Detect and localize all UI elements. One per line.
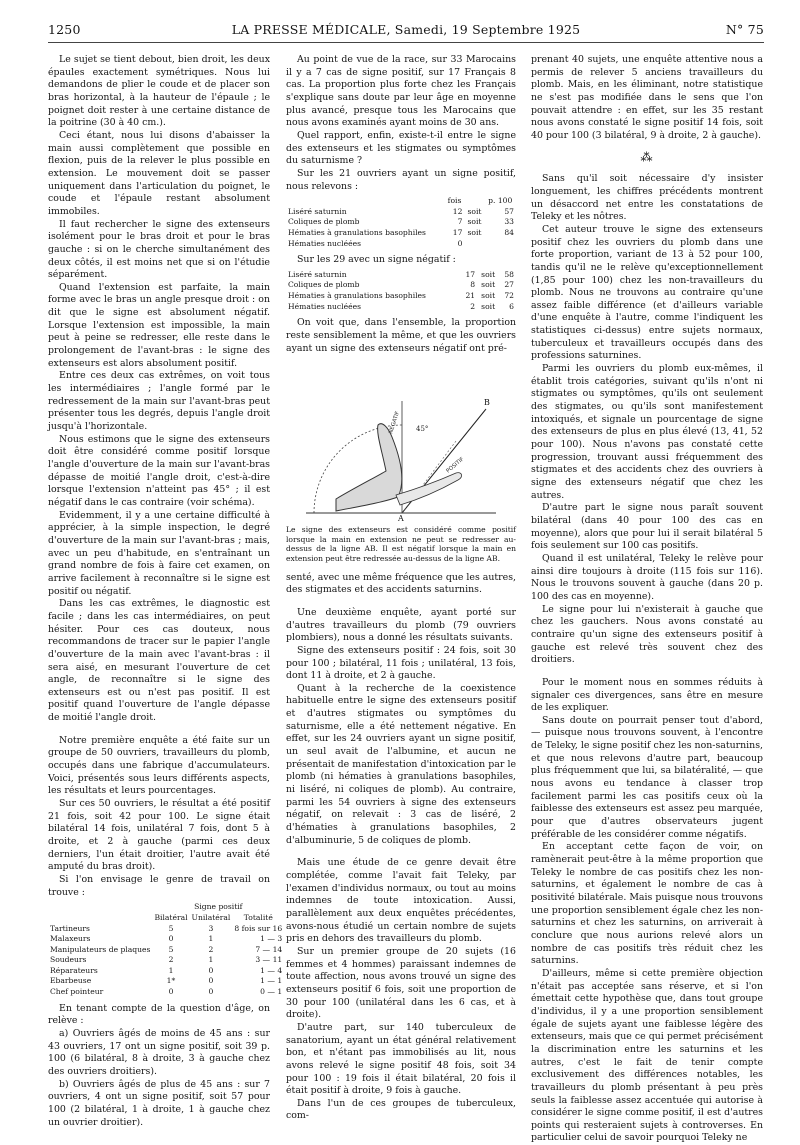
table-cell: 8 fois sur 16 xyxy=(234,923,283,933)
table-cell: 57 xyxy=(504,206,514,216)
table-cell: soit xyxy=(467,206,482,216)
table-cell: soit xyxy=(481,280,496,290)
table-cell: 1 xyxy=(208,934,214,944)
column-3 xyxy=(531,54,763,1145)
table-cell: soit xyxy=(481,269,496,279)
paragraph: En tenant compte de la question d'âge, on relève : xyxy=(48,1002,270,1027)
issue-number: N° 75 xyxy=(725,22,764,37)
table-cell: 3 — 11 xyxy=(255,955,283,965)
page-header xyxy=(48,22,764,38)
table-cell: 72 xyxy=(504,291,514,301)
table-cell: 17 xyxy=(465,269,476,279)
table-cell: 0 xyxy=(168,987,174,997)
table-cell: Chef pointeur xyxy=(50,987,104,997)
table-cell: Hématies à granulations basophiles xyxy=(288,228,426,237)
table-cell: 58 xyxy=(504,269,514,279)
work-type-table xyxy=(48,902,284,997)
paragraph: Sans doute on pourrait penser tout d'abord, — puisque nous trouvons souvent, à l'encontre de Teleky, le signe positif chez les non-saturnins, et que nous relevons d'autre part, beaucoup plus fréquemment que lui, sa bilatéralité, — que nous avons eu tendance à classer trop facilement parmi les cas positifs ceux où la faiblesse des extenseurs est assez peu marquée, pour que d'autres observateurs jugent préférable de les considérer comme négatifs. xyxy=(531,714,763,840)
paragraph: Quand il est unilatéral, Teleky le relève pour ainsi dire toujours à droite (115 fois sur 116). Nous le trouvons souvent à gauche (dans 20 p. 100 des cas en moyenne). xyxy=(531,552,763,602)
table-cell: 0 — 1 xyxy=(260,987,283,997)
table-cell: Coliques de plomb xyxy=(288,217,360,227)
paragraph: Le sujet se tient debout, bien droit, les deux épaules exactement symétriques. Nous lui demandons de plier le coude et de placer son bras horizontal, à la hauteur de l'épaule ; le poignet doit rester à une certaine distance de la poitrine (30 à 40 cm.). xyxy=(48,54,270,129)
paragraph: Une deuxième enquête, ayant porté sur d'autres travailleurs du plomb (79 ouvriers plombiers), nous a donné les résultats suivants. xyxy=(286,606,516,644)
table-row xyxy=(286,280,516,291)
table-cell: 0 xyxy=(457,238,463,248)
table-header: p. 100 xyxy=(488,196,513,206)
label-b: B xyxy=(484,398,490,408)
paragraph: Parmi les ouvriers du plomb eux-mêmes, il établit trois catégories, suivant qu'ils n'ont ni stigmates ou symptômes, qu'ils ont seulement des stigmates, ou qu'ils sont manifestement intoxiqués, et signale un pourcentage de signe des extenseurs de plus en plus élevé (13, 41, 52 pour 100). Nous n'avons pas constaté cette progression, trouvant aussi fréquemment des stigmates et des accidents chez des ouvriers à signe des extenseurs négatif que chez les autres. xyxy=(531,363,763,501)
table-cell: Coliques de plomb xyxy=(288,280,360,290)
section-separator: ⁂ xyxy=(640,149,654,164)
table-cell: 1 — 3 xyxy=(260,934,283,944)
paragraph: Dans les cas extrêmes, le diagnostic est facile ; dans les cas intermédiaires, on peut hésiter. Pour ces cas douteux, nous recommandons de tracer sur le papier l'angle d'ouverture de la main avec l'avant-bras : il sera aisé, en mesurant l'ouverture de cet angle, de reconnaître si le signe des extenseurs est ou n'est pas positif. Il est positif quand l'ouverture de l'angle dépasse de moitié l'angle droit. xyxy=(48,598,270,724)
table-cell: 27 xyxy=(504,280,514,290)
paragraph: Nous estimons que le signe des extenseurs doit être considéré comme positif lorsque l'angle d'ouverture de la main sur l'avant-bras dépasse de moitié l'angle droit, c'est-à-dire lorsque l'extension n'atteint pas 45° ; il est négatif dans le cas contraire (voir schéma). xyxy=(48,433,270,508)
paragraph: Sans qu'il soit nécessaire d'y insister longuement, les chiffres précédents montrent un désaccord net entre les constatations de Teleky et les nôtres. xyxy=(531,173,763,223)
table-row xyxy=(48,966,284,977)
paragraph: Ceci étant, nous lui disons d'abaisser la main aussi complètement que possible en flexion, puis de la relever le plus possible en extension. Le mouvement doit se passer uniquement dans l'articulation du poignet, le coude et l'épaule restant absolument immobiles. xyxy=(48,129,270,217)
table-cell: Liséré saturnin xyxy=(288,206,347,216)
paragraph: D'autre part, sur 140 tuberculeux de sanatorium, ayant un état général relativement bon, et n'étant pas immobilisés au lit, nous avons relevé le signe positif 48 fois, soit 34 pour 100 : 19 fois il était bilatéral, 20 fois il était positif à droite, 9 fois à gauche. xyxy=(286,1021,516,1097)
table-cell: 0 xyxy=(168,934,174,944)
table-cell: Ebarbeuse xyxy=(50,976,92,986)
table-row xyxy=(286,207,516,218)
label-angle: 45° xyxy=(416,425,429,434)
paragraph: Le signe pour lui n'existerait à gauche que chez les gauchers. Nous avons constaté au contraire qu'un signe des extenseurs positif à gauche est relevé très souvent chez des droitiers. xyxy=(531,603,763,666)
table-row xyxy=(286,217,516,228)
header-rule xyxy=(48,42,764,43)
table-cell: 2 xyxy=(208,944,214,954)
paragraph: prenant 40 sujets, une enquête attentive nous a permis de relever 5 anciens travailleurs du plomb. Mais, en les éliminant, notre statistique ne s'est pas modifiée dans le sens que l'on pouvait attendre : en effet, sur les 35 restant nous avons constaté le signe positif 14 fois, soit 40 pour 100 (3 bilatéral, 9 à droite, 2 à gauche). xyxy=(531,54,763,141)
paragraph: Au point de vue de la race, sur 33 Marocains il y a 7 cas de signe positif, sur 17 Français 8 cas. La proportion plus forte chez les Français s'explique sans doute par leur âge en moyenne plus avancé, presque tous les Marocains que nous avons examinés ayant moins de 30 ans. xyxy=(286,54,516,129)
paragraph: Si l'on envisage le genre de travail on trouve : xyxy=(48,874,270,898)
paragraph: Il faut rechercher le signe des extenseurs isolément pour le bras droit et pour le bras gauche : si on le cherche simultanément des deux côtés, il est moins net que si on l'étudie séparément. xyxy=(48,218,270,281)
table-cell: soit xyxy=(467,217,482,227)
table-cell: Soudeurs xyxy=(50,955,87,965)
table-header: Unilatéral xyxy=(191,912,231,922)
table-cell: 1* xyxy=(166,976,176,986)
table-cell: 33 xyxy=(504,217,514,227)
paragraph: D'ailleurs, même si cette première objection n'était pas acceptée sans réserve, et si l'on émettait cette hypothèse que, dans tout groupe d'individus, il y a une proportion sensiblement égale de sujets ayant une faiblesse légère des extenseurs, mais que ce qui permet précisément la discrimination entre les saturnins et les autres, c'est le fait de tenir compte exclusivement des différences notables, les travailleurs du plomb présentant à peu près seuls la faiblesse assez accentuée qui autorise à considérer le signe comme positif, il est d'autres points qui resteraient sujets à controverses. En particulier celui de savoir pourquoi Teleky ne xyxy=(531,967,763,1144)
paragraph: Quand l'extension est parfaite, la main forme avec le bras un angle presque droit : on dit que le signe est absolument négatif. Lorsque l'extension est impossible, la main peut à peine se redresser, elle reste dans le prolongement de l'avant-bras : le signe des extenseurs est alors absolument positif. xyxy=(48,281,270,369)
paragraph: b) Ouvriers âgés de plus de 45 ans : sur 7 ouvriers, 4 ont un signe positif, soit 57 pour 100 (2 bilatéral, 1 à droite, 1 à gauche chez un ouvrier droitier). xyxy=(48,1078,270,1128)
paragraph: Sur les 29 avec un signe négatif : xyxy=(297,254,456,266)
paragraph: Sur les 21 ouvriers ayant un signe positif, nous relevons : xyxy=(286,167,516,192)
paragraph: a) Ouvriers âgés de moins de 45 ans : sur 43 ouvriers, 17 ont un signe positif, soit 39 p. 100 (6 bilatéral, 8 à droite, 3 à gauche chez des ouvriers droitiers). xyxy=(48,1027,270,1077)
paragraph: Signe des extenseurs positif : 24 fois, soit 30 pour 100 ; bilatéral, 11 fois ; unilatéral, 13 fois, dont 11 à droite, et 2 à gauche. xyxy=(286,644,516,682)
negative-stigmata-table xyxy=(286,270,516,312)
table-row xyxy=(286,228,516,239)
table-header: Bilatéral xyxy=(154,912,188,922)
table-cell: 1 — 4 xyxy=(260,965,283,975)
table-cell: Hématies nucléées xyxy=(288,238,361,248)
paragraph: En acceptant cette façon de voir, on ramènerait peut-être à la même proportion que Teleky le nombre de cas positifs chez les non-saturnins, et également le nombre de cas à positivité bilatérale. Mais puisque nous trouvons une proportion sensiblement égale chez les non-saturnins et chez les saturnins, on arriverait à conclure que nous aurions relevé alors un nombre de cas positifs très réduit chez les saturnins. xyxy=(531,841,763,967)
table-cell: Réparateurs xyxy=(50,965,98,975)
table-cell: 8 xyxy=(470,280,476,290)
table-row xyxy=(48,987,284,998)
hand-extension-diagram xyxy=(296,361,506,521)
table-cell: Malaxeurs xyxy=(50,934,91,944)
positive-stigmata-table xyxy=(286,196,516,249)
table-row xyxy=(286,270,516,281)
table-row xyxy=(48,945,284,956)
table-cell: soit xyxy=(481,301,496,311)
paragraph: Notre première enquête a été faite sur un groupe de 50 ouvriers, travailleurs du plomb, occupés dans une fabrique d'accumulateurs. Voici, présentés sous leurs différents aspects, les résultats et leurs pourcentages. xyxy=(48,734,270,797)
table-title: Signe positif xyxy=(194,902,243,912)
label-negatif: NEGATIF xyxy=(388,410,402,435)
table-cell: 5 xyxy=(168,923,174,933)
paragraph: Sur ces 50 ouvriers, le résultat a été positif 21 fois, soit 42 pour 100. Le signe était bilatéral 14 fois, unilatéral 7 fois, dont 5 à droite, et 2 à gauche (parmi ces deux derniers, l'un était droitier, l'autre avait été amputé du bras droit). xyxy=(48,798,270,873)
table-header xyxy=(286,196,445,207)
table-header: fois xyxy=(447,196,462,206)
table-cell: 5 xyxy=(168,944,174,954)
table-row xyxy=(286,302,516,313)
paragraph: Sur un premier groupe de 20 sujets (16 femmes et 4 hommes) paraissant indemnes de toute affection, nous avons trouvé un signe des extenseurs positif 6 fois, soit une proportion de 30 pour 100 (unilatéral dans les 6 cas, et à droite). xyxy=(286,945,516,1021)
table-row xyxy=(48,976,284,987)
paragraph: D'autre part le signe nous paraît souvent bilatéral (dans 40 pour 100 des cas en moyenne), alors que pour lui il serait bilatéral 5 fois seulement sur 100 cas positifs. xyxy=(531,502,763,552)
table-row xyxy=(48,934,284,945)
hand-silhouette xyxy=(336,424,402,511)
table-row xyxy=(286,239,516,250)
paragraph: On voit que, dans l'ensemble, la proportion reste sensiblement la même, et que les ouvriers ayant un signe des extenseurs négatif ont pré- xyxy=(286,317,516,354)
table-cell: 1 xyxy=(208,955,214,965)
paragraph: Dans l'un de ces groupes de tuberculeux, com- xyxy=(286,1097,516,1122)
table-row xyxy=(286,291,516,302)
paragraph: Entre ces deux cas extrêmes, on voit tous les intermédiaires ; l'angle formé par le redressement de la main sur l'avant-bras peut présenter tous les degrés, depuis l'angle droit jusqu'à l'horizontale. xyxy=(48,370,270,433)
table-cell: 84 xyxy=(504,228,514,237)
table-cell: 17 xyxy=(452,228,463,237)
table-row xyxy=(48,955,284,966)
table-cell: Hématies nucléées xyxy=(288,301,361,311)
figure-caption: Le signe des extenseurs est considéré comme positif lorsque la main en extension ne peut se redresser au-dessus de la ligne AB. Il est négatif lorsque la main en extension peut être redressée au-dessus de la ligne AB. xyxy=(286,525,516,563)
paragraph: Evidemment, il y a une certaine difficulté à apprécier, à la simple inspection, le degré d'ouverture de la main sur l'avant-bras ; mais, avec un peu d'habitude, en s'entraînant un grand nombre de fois à faire cet examen, on arrive facilement à reconnaître si le signe est positif ou négatif. xyxy=(48,509,270,597)
table-cell: 0 xyxy=(208,965,214,975)
paragraph: Cet auteur trouve le signe des extenseurs positif chez les ouvriers du plomb dans une forte proportion, variant de 13 à 52 pour 100, tandis qu'il ne le relève qu'exceptionnellement (1,85 pour 100) chez les non-travailleurs du plomb. Nous ne trouvons au contraire qu'une assez faible différence (et d'ailleurs variable d'une enquête à l'autre, comme l'indiquent les statistiques ci-dessus) entre sujets normaux, tuberculeux et travailleurs occupés dans des professions saturnines. xyxy=(531,223,763,362)
paragraph: Quant à la recherche de la coexistence habituelle entre le signe des extenseurs positif et d'autres stigmates ou symptômes du saturnisme, elle a été nettement négative. En effet, sur les 24 ouvriers ayant un signe positif, un seul avait de l'albumine, et aucun ne présentait de manifestation d'intoxication par le plomb (ni hématies à granulations basophiles, ni liséré, ni coliques de plomb). Au contraire, parmi les 54 ouvriers à signe des extenseurs négatif, on relevait : 3 cas de liséré, 2 d'hématies à granulations basophiles, 2 d'albuminurie, 5 de coliques de plomb. xyxy=(286,682,516,846)
paragraph: Quel rapport, enfin, existe-t-il entre le signe des extenseurs et les stigmates ou symptômes du saturnisme ? xyxy=(286,129,516,167)
table-cell: 2 xyxy=(470,301,476,311)
table-cell: 0 xyxy=(208,976,214,986)
table-cell: soit xyxy=(467,228,482,237)
table-cell: 7 — 14 xyxy=(255,944,283,954)
table-cell: 1 — 1 xyxy=(260,976,283,986)
table-cell: 1 xyxy=(168,965,174,975)
table-row xyxy=(48,924,284,935)
journal-title: LA PRESSE MÉDICALE, Samedi, 19 Septembre 1925 xyxy=(231,22,581,37)
table-cell: soit xyxy=(481,291,496,301)
paragraph: Mais une étude de ce genre devait être complétée, comme l'avait fait Teleky, par l'examen d'individus normaux, ou tout au moins indemnes de toute intoxication. Aussi, parallèlement aux deux enquêtes précédentes, avons-nous étudié un certain nombre de sujets pris en dehors des travailleurs du plomb. xyxy=(286,857,516,945)
table-cell: 3 xyxy=(208,923,214,933)
table-cell: 12 xyxy=(452,206,463,216)
column-2 xyxy=(286,54,516,1123)
table-cell: Liséré saturnin xyxy=(288,269,347,279)
table-cell: Hématies à granulations basophiles xyxy=(288,291,426,301)
table-cell: 2 xyxy=(168,955,174,965)
hand-extension-figure xyxy=(286,361,516,521)
table-cell: 0 xyxy=(208,987,214,997)
table-header xyxy=(48,913,152,924)
table-header: Totalité xyxy=(243,912,273,922)
table-cell: Manipulateurs de plaques xyxy=(50,944,151,954)
table-cell: 21 xyxy=(465,291,476,301)
column-1 xyxy=(48,54,283,1129)
table-cell: 7 xyxy=(457,217,463,227)
label-a: A xyxy=(398,514,404,522)
table-cell: Tartineurs xyxy=(50,923,90,933)
label-positif: POSITIF xyxy=(445,456,466,475)
table-cell: 6 xyxy=(509,301,514,311)
page-number: 1250 xyxy=(48,22,81,37)
paragraph: senté, avec une même fréquence que les autres, des stigmates et des accidents saturnins. xyxy=(286,571,516,596)
paragraph: Pour le moment nous en sommes réduits à signaler ces divergences, sans être en mesure de les expliquer. xyxy=(531,676,763,714)
